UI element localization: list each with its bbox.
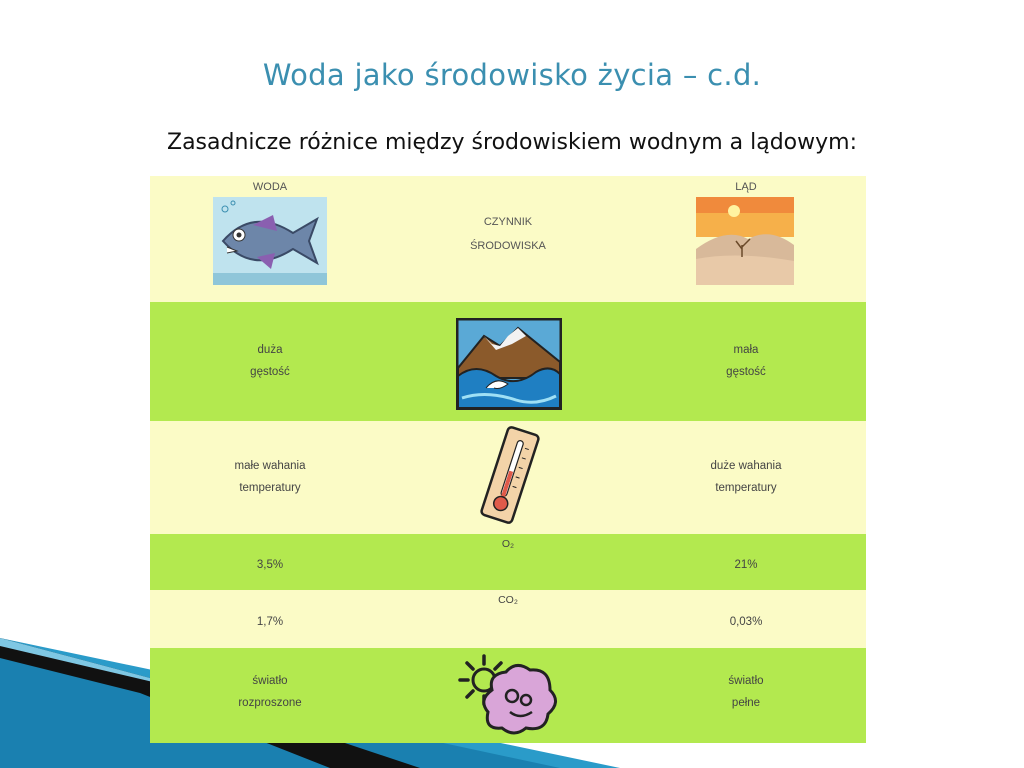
water-carbon-dioxide: 1,7% bbox=[256, 616, 284, 628]
table-row-oxygen bbox=[150, 534, 866, 590]
header-land: LĄD bbox=[735, 181, 757, 193]
desert-icon bbox=[696, 197, 794, 285]
table-row-carbon-dioxide bbox=[150, 590, 866, 648]
thermometer-icon bbox=[472, 425, 548, 525]
carbon-dioxide-label: CO₂ bbox=[498, 594, 518, 606]
slide-subtitle: Zasadnicze różnice między środowiskiem wodnym a lądowym: bbox=[167, 130, 857, 155]
sun-cloud-icon bbox=[454, 650, 564, 740]
oxygen-label: O₂ bbox=[501, 538, 515, 550]
table-row-density bbox=[150, 302, 866, 421]
land-light: światło pełne bbox=[728, 675, 764, 709]
water-density: duża gęstość bbox=[250, 344, 290, 378]
slide-title: Woda jako środowisko życia – c.d. bbox=[262, 58, 762, 92]
water-light: światło rozproszone bbox=[238, 675, 302, 709]
water-temperature: małe wahania temperatury bbox=[234, 460, 306, 494]
land-oxygen: 21% bbox=[734, 559, 758, 571]
land-temperature: duże wahania temperatury bbox=[710, 460, 782, 494]
fish-icon bbox=[213, 197, 327, 285]
table-header-row bbox=[150, 176, 866, 302]
table-row-light bbox=[150, 648, 866, 743]
water-oxygen: 3,5% bbox=[256, 559, 284, 571]
land-density: mała gęstość bbox=[726, 344, 766, 378]
land-carbon-dioxide: 0,03% bbox=[729, 616, 763, 628]
table-row-temperature bbox=[150, 421, 866, 534]
header-water: WODA bbox=[252, 181, 288, 193]
comparison-table bbox=[150, 176, 866, 743]
mountain-wave-icon bbox=[456, 318, 562, 410]
header-factor: CZYNNIK ŚRODOWISKA bbox=[470, 216, 546, 252]
